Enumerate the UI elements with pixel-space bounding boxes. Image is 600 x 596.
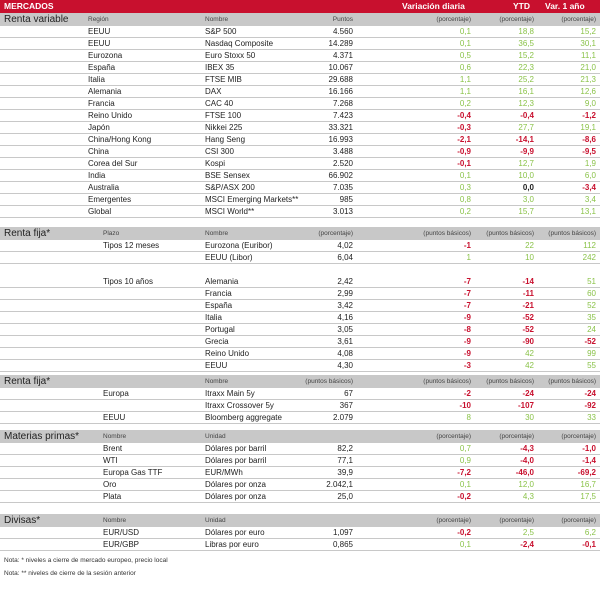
table-row xyxy=(0,324,600,336)
price-cell: 39,9 xyxy=(337,468,353,477)
markets-header-bar xyxy=(0,0,600,13)
table-row xyxy=(0,455,600,467)
index-name-cell: Hang Seng xyxy=(205,135,246,144)
one-year-cell: -69,2 xyxy=(577,468,596,477)
col-ytd-header: (porcentaje) xyxy=(499,517,534,524)
ytd-cell: -4,3 xyxy=(520,444,534,453)
col-header-var1: Var. 1 año xyxy=(545,1,585,11)
index-name-cell: Bloomberg aggregate xyxy=(205,413,282,422)
price-cell: 0,865 xyxy=(332,540,353,549)
ytd-cell: -14 xyxy=(522,277,534,286)
daily-change-cell: -9 xyxy=(463,349,471,358)
yield-cell: 2,99 xyxy=(337,289,353,298)
table-row xyxy=(0,62,600,74)
points-cell: 66.902 xyxy=(328,171,353,180)
ytd-cell: 36,5 xyxy=(518,39,534,48)
daily-change-cell: -7 xyxy=(463,301,471,310)
index-name-cell: CSI 300 xyxy=(205,147,234,156)
one-year-cell: -9,5 xyxy=(582,147,596,156)
one-year-cell: 13,1 xyxy=(580,207,596,216)
ytd-cell: -9,9 xyxy=(520,147,534,156)
daily-change-cell: -0,4 xyxy=(457,111,471,120)
table-row xyxy=(0,312,600,324)
divisas-section xyxy=(0,514,600,551)
one-year-cell: 24 xyxy=(587,325,596,334)
one-year-cell: 60 xyxy=(587,289,596,298)
table-row xyxy=(0,206,600,218)
one-year-cell: 17,5 xyxy=(580,492,596,501)
ytd-cell: -0,4 xyxy=(520,111,534,120)
level-cell: 367 xyxy=(339,401,353,410)
renta-fija-section xyxy=(0,227,600,372)
index-name-cell: Nasdaq Composite xyxy=(205,39,274,48)
one-year-cell: -1,0 xyxy=(582,444,596,453)
ytd-cell: -107 xyxy=(517,401,534,410)
index-name-cell: Itraxx Main 5y xyxy=(205,389,255,398)
price-cell: 77,1 xyxy=(337,456,353,465)
asset-name-cell: Plata xyxy=(103,492,122,501)
points-cell: 10.067 xyxy=(328,63,353,72)
col-diaria-header: (porcentaje) xyxy=(436,517,471,524)
daily-change-cell: -0,2 xyxy=(457,528,471,537)
daily-change-cell: -9 xyxy=(463,337,471,346)
daily-change-cell: 1 xyxy=(466,253,471,262)
ytd-cell: 12,0 xyxy=(518,480,534,489)
region-cell: Japón xyxy=(88,123,110,132)
region-cell: Emergentes xyxy=(88,195,132,204)
renta-fija-title-bar xyxy=(0,227,600,240)
col-plazo-header: Plazo xyxy=(103,230,120,237)
renta-fija-rows xyxy=(0,240,600,372)
yield-cell: 4,08 xyxy=(337,349,353,358)
one-year-cell: 12,6 xyxy=(580,87,596,96)
region-cell: Eurozona xyxy=(88,51,123,60)
daily-change-cell: -8 xyxy=(463,325,471,334)
bond-name-cell: EEUU xyxy=(205,361,228,370)
one-year-cell: 99 xyxy=(587,349,596,358)
table-row xyxy=(0,38,600,50)
one-year-cell: 3,4 xyxy=(584,195,596,204)
table-row xyxy=(0,110,600,122)
index-name-cell: MSCI World** xyxy=(205,207,255,216)
points-cell: 2.520 xyxy=(332,159,353,168)
daily-change-cell: 1,1 xyxy=(459,75,471,84)
bond-name-cell: EEUU (Libor) xyxy=(205,253,253,262)
col-puntos-header: Puntos xyxy=(332,16,353,23)
points-cell: 7.035 xyxy=(332,183,353,192)
ytd-cell: 16,1 xyxy=(518,87,534,96)
table-row xyxy=(0,182,600,194)
table-row xyxy=(0,348,600,360)
table-row xyxy=(0,360,600,372)
table-row xyxy=(0,412,600,424)
yield-cell: 3,05 xyxy=(337,325,353,334)
one-year-cell: 9,0 xyxy=(584,99,596,108)
col-nombre-header: Nombre xyxy=(103,517,127,524)
section-title: Renta fija* xyxy=(4,376,51,387)
ytd-cell: 42 xyxy=(525,361,534,370)
one-year-cell: 19,1 xyxy=(580,123,596,132)
table-row xyxy=(0,122,600,134)
table-row xyxy=(0,336,600,348)
region-cell: Global xyxy=(88,207,112,216)
ytd-cell: -52 xyxy=(522,313,534,322)
one-year-cell: -92 xyxy=(584,401,596,410)
one-year-cell: 33 xyxy=(587,413,596,422)
index-name-cell: FTSE MIB xyxy=(205,75,242,84)
region-cell: China xyxy=(88,147,109,156)
col-var1-header: (porcentaje) xyxy=(561,517,596,524)
ytd-cell: 42 xyxy=(525,349,534,358)
renta-variable-title-bar xyxy=(0,13,600,26)
spacer-row xyxy=(0,264,600,276)
ytd-cell: 18,8 xyxy=(518,27,534,36)
one-year-cell: 35 xyxy=(587,313,596,322)
index-name-cell: Itraxx Crossover 5y xyxy=(205,401,274,410)
region-cell: Corea del Sur xyxy=(88,159,138,168)
renta-fija-credito-section xyxy=(0,375,600,424)
one-year-cell: 1,9 xyxy=(584,159,596,168)
daily-change-cell: -0,1 xyxy=(457,159,471,168)
bond-name-cell: Italia xyxy=(205,313,222,322)
daily-change-cell: 0,1 xyxy=(459,480,471,489)
daily-change-cell: 0,7 xyxy=(459,444,471,453)
table-row xyxy=(0,26,600,38)
asset-name-cell: Oro xyxy=(103,480,117,489)
asset-name-cell: Europa Gas TTF xyxy=(103,468,163,477)
divisas-rows xyxy=(0,527,600,551)
asset-name-cell: EUR/USD xyxy=(103,528,140,537)
ytd-cell: 12,3 xyxy=(518,99,534,108)
ytd-cell: -4,0 xyxy=(520,456,534,465)
renta-variable-rows xyxy=(0,26,600,218)
daily-change-cell: 0,3 xyxy=(459,183,471,192)
table-row xyxy=(0,400,600,412)
ytd-cell: -21 xyxy=(522,301,534,310)
one-year-cell: 242 xyxy=(582,253,596,262)
one-year-cell: 55 xyxy=(587,361,596,370)
ytd-cell: 2,5 xyxy=(522,528,534,537)
ytd-cell: -90 xyxy=(522,337,534,346)
ytd-cell: 15,2 xyxy=(518,51,534,60)
yield-cell: 4,16 xyxy=(337,313,353,322)
daily-change-cell: -2,1 xyxy=(457,135,471,144)
daily-change-cell: -0,2 xyxy=(457,492,471,501)
points-cell: 4.371 xyxy=(332,51,353,60)
section-title: Renta variable xyxy=(4,14,69,25)
table-row xyxy=(0,194,600,206)
section-title: Materias primas* xyxy=(4,431,80,442)
note-european-close: Nota: * niveles a cierre de mercado europeo, precio local xyxy=(4,557,168,564)
unit-cell: Dólares por euro xyxy=(205,528,265,537)
col-header-variacion: Variación diaria xyxy=(402,1,465,11)
col-nivel-header: (porcentaje) xyxy=(318,230,353,237)
yield-cell: 6,04 xyxy=(337,253,353,262)
index-name-cell: S&P/ASX 200 xyxy=(205,183,255,192)
region-cell: India xyxy=(88,171,106,180)
bond-name-cell: Reino Unido xyxy=(205,349,250,358)
table-row xyxy=(0,539,600,551)
one-year-cell: 6,0 xyxy=(584,171,596,180)
col-diaria-header: (puntos básicos) xyxy=(423,230,471,237)
ytd-cell: 10 xyxy=(525,253,534,262)
col-diaria-header: (porcentaje) xyxy=(436,16,471,23)
bond-name-cell: Portugal xyxy=(205,325,235,334)
table-row xyxy=(0,74,600,86)
markets-title: MERCADOS xyxy=(4,1,54,11)
col-unidad-header: Unidad xyxy=(205,433,226,440)
one-year-cell: 52 xyxy=(587,301,596,310)
daily-change-cell: 1,1 xyxy=(459,87,471,96)
one-year-cell: -0,1 xyxy=(582,540,596,549)
daily-change-cell: 0,8 xyxy=(459,195,471,204)
table-row xyxy=(0,276,600,288)
table-row xyxy=(0,50,600,62)
one-year-cell: -24 xyxy=(584,389,596,398)
region-cell: Italia xyxy=(88,75,105,84)
plazo-cell: Tipos 12 meses xyxy=(103,241,160,250)
daily-change-cell: 0,1 xyxy=(459,27,471,36)
asset-name-cell: EUR/GBP xyxy=(103,540,140,549)
index-name-cell: Kospi xyxy=(205,159,226,168)
table-row xyxy=(0,240,600,252)
renta-fija-credito-rows xyxy=(0,388,600,424)
one-year-cell: 11,1 xyxy=(581,51,596,60)
one-year-cell: -8,6 xyxy=(582,135,596,144)
col-diaria-header: (porcentaje) xyxy=(436,433,471,440)
bond-name-cell: Alemania xyxy=(205,277,239,286)
materias-primas-section xyxy=(0,430,600,503)
table-row xyxy=(0,86,600,98)
col-var1-header: (porcentaje) xyxy=(561,433,596,440)
level-cell: 67 xyxy=(344,389,353,398)
divisas-title-bar xyxy=(0,514,600,527)
ytd-cell: -2,4 xyxy=(520,540,534,549)
one-year-cell: -1,4 xyxy=(582,456,596,465)
col-unidad-header: Unidad xyxy=(205,517,226,524)
col-ytd-header: (puntos básicos) xyxy=(486,230,534,237)
region-cell: Australia xyxy=(88,183,120,192)
ytd-cell: 4,3 xyxy=(522,492,534,501)
points-cell: 4.560 xyxy=(332,27,353,36)
daily-change-cell: -9 xyxy=(463,313,471,322)
col-nivel-header: (puntos básicos) xyxy=(305,378,353,385)
points-cell: 33.321 xyxy=(328,123,353,132)
index-name-cell: MSCI Emerging Markets** xyxy=(205,195,299,204)
ytd-cell: -24 xyxy=(522,389,534,398)
daily-change-cell: 0,2 xyxy=(459,99,471,108)
points-cell: 29.688 xyxy=(328,75,353,84)
daily-change-cell: 8 xyxy=(466,413,471,422)
col-var1-header: (puntos básicos) xyxy=(548,378,596,385)
yield-cell: 3,42 xyxy=(337,301,353,310)
index-name-cell: BSE Sensex xyxy=(205,171,250,180)
plazo-cell: Tipos 10 años xyxy=(103,277,153,286)
one-year-cell: 16,7 xyxy=(580,480,596,489)
table-row xyxy=(0,388,600,400)
asset-name-cell: Brent xyxy=(103,444,123,453)
one-year-cell: 112 xyxy=(583,241,596,250)
yield-cell: 3,61 xyxy=(337,337,353,346)
table-row xyxy=(0,467,600,479)
index-name-cell: S&P 500 xyxy=(205,27,237,36)
daily-change-cell: -7 xyxy=(463,277,471,286)
region-cell: China/Hong Kong xyxy=(88,135,152,144)
col-diaria-header: (puntos básicos) xyxy=(423,378,471,385)
table-row xyxy=(0,170,600,182)
table-row xyxy=(0,479,600,491)
level-cell: 2.079 xyxy=(332,413,353,422)
points-cell: 3.488 xyxy=(332,147,353,156)
daily-change-cell: 0,1 xyxy=(459,171,471,180)
ytd-cell: 22,3 xyxy=(518,63,534,72)
daily-change-cell: 0,6 xyxy=(459,63,471,72)
section-title: Divisas* xyxy=(4,515,41,526)
one-year-cell: 51 xyxy=(587,277,596,286)
col-nombre-header: Nombre xyxy=(205,378,229,385)
points-cell: 16.993 xyxy=(328,135,353,144)
table-row xyxy=(0,491,600,503)
unit-cell: Dólares por barril xyxy=(205,456,267,465)
points-cell: 7.268 xyxy=(332,99,353,108)
materias-primas-title-bar xyxy=(0,430,600,443)
bond-name-cell: Francia xyxy=(205,289,232,298)
daily-change-cell: 0,5 xyxy=(459,51,471,60)
unit-cell: Dólares por onza xyxy=(205,480,266,489)
one-year-cell: -3,4 xyxy=(582,183,596,192)
daily-change-cell: -1 xyxy=(463,241,471,250)
table-row xyxy=(0,288,600,300)
region-cell: Alemania xyxy=(88,87,122,96)
region-cell: EEUU xyxy=(88,39,111,48)
region-cell: EEUU xyxy=(88,27,111,36)
daily-change-cell: -0,9 xyxy=(457,147,471,156)
yield-cell: 4,30 xyxy=(337,361,353,370)
bond-name-cell: España xyxy=(205,301,233,310)
table-row xyxy=(0,443,600,455)
daily-change-cell: -2 xyxy=(463,389,471,398)
unit-cell: EUR/MWh xyxy=(205,468,243,477)
col-nombre-header: Nombre xyxy=(103,433,127,440)
daily-change-cell: -7 xyxy=(463,289,471,298)
ytd-cell: -46,0 xyxy=(515,468,534,477)
renta-variable-section xyxy=(0,13,600,218)
ytd-cell: 10,0 xyxy=(518,171,534,180)
region-cell: Reino Unido xyxy=(88,111,133,120)
points-cell: 14.289 xyxy=(328,39,353,48)
ytd-cell: 12,7 xyxy=(518,159,534,168)
index-name-cell: Euro Stoxx 50 xyxy=(205,51,256,60)
yield-cell: 4,02 xyxy=(337,241,353,250)
note-previous-session: Nota: ** niveles de cierre de la sesión anterior xyxy=(4,570,136,577)
col-ytd-header: (puntos básicos) xyxy=(486,378,534,385)
col-var1-header: (puntos básicos) xyxy=(548,230,596,237)
index-name-cell: CAC 40 xyxy=(205,99,234,108)
price-cell: 1,097 xyxy=(332,528,353,537)
col-var1-header: (porcentaje) xyxy=(561,16,596,23)
points-cell: 7.423 xyxy=(332,111,353,120)
ytd-cell: 27,7 xyxy=(518,123,534,132)
ytd-cell: -52 xyxy=(522,325,534,334)
section-title: Renta fija* xyxy=(4,228,51,239)
daily-change-cell: -7,2 xyxy=(457,468,471,477)
table-row xyxy=(0,252,600,264)
ytd-cell: 3,0 xyxy=(522,195,534,204)
daily-change-cell: -0,3 xyxy=(457,123,471,132)
index-name-cell: DAX xyxy=(205,87,222,96)
region-cell: Europa xyxy=(103,389,129,398)
points-cell: 16.166 xyxy=(328,87,353,96)
table-row xyxy=(0,300,600,312)
daily-change-cell: 0,1 xyxy=(459,39,471,48)
one-year-cell: 6,2 xyxy=(584,528,596,537)
region-cell: EEUU xyxy=(103,413,126,422)
one-year-cell: 21,3 xyxy=(580,75,596,84)
one-year-cell: -52 xyxy=(584,337,596,346)
price-cell: 2.042,1 xyxy=(326,480,353,489)
unit-cell: Dólares por onza xyxy=(205,492,266,501)
daily-change-cell: 0,2 xyxy=(459,207,471,216)
ytd-cell: -14,1 xyxy=(515,135,534,144)
table-row xyxy=(0,158,600,170)
asset-name-cell: WTI xyxy=(103,456,118,465)
one-year-cell: 15,2 xyxy=(580,27,596,36)
daily-change-cell: -10 xyxy=(459,401,471,410)
one-year-cell: 30,1 xyxy=(580,39,596,48)
notes-block xyxy=(0,551,600,585)
ytd-cell: 15,7 xyxy=(518,207,534,216)
index-name-cell: IBEX 35 xyxy=(205,63,235,72)
index-name-cell: FTSE 100 xyxy=(205,111,242,120)
ytd-cell: 25,2 xyxy=(518,75,534,84)
region-cell: Francia xyxy=(88,99,115,108)
col-region-header: Región xyxy=(88,16,109,23)
daily-change-cell: 0,9 xyxy=(459,456,471,465)
daily-change-cell: 0,1 xyxy=(459,540,471,549)
points-cell: 985 xyxy=(339,195,353,204)
col-ytd-header: (porcentaje) xyxy=(499,433,534,440)
bond-name-cell: Eurozona (Euribor) xyxy=(205,241,273,250)
renta-fija-credito-title-bar xyxy=(0,375,600,388)
one-year-cell: 21,0 xyxy=(580,63,596,72)
ytd-cell: 22 xyxy=(525,241,534,250)
price-cell: 82,2 xyxy=(337,444,353,453)
one-year-cell: -1,2 xyxy=(582,111,596,120)
table-row xyxy=(0,134,600,146)
ytd-cell: 30 xyxy=(525,413,534,422)
price-cell: 25,0 xyxy=(337,492,353,501)
yield-cell: 2,42 xyxy=(337,277,353,286)
table-row xyxy=(0,527,600,539)
unit-cell: Libras por euro xyxy=(205,540,259,549)
materias-primas-rows xyxy=(0,443,600,503)
points-cell: 3.013 xyxy=(332,207,353,216)
bond-name-cell: Grecia xyxy=(205,337,229,346)
ytd-cell: 0,0 xyxy=(522,183,534,192)
region-cell: España xyxy=(88,63,116,72)
ytd-cell: -11 xyxy=(522,289,534,298)
unit-cell: Dólares por barril xyxy=(205,444,267,453)
index-name-cell: Nikkei 225 xyxy=(205,123,243,132)
daily-change-cell: -3 xyxy=(463,361,471,370)
col-nombre-header: Nombre xyxy=(205,16,229,23)
col-header-ytd: YTD xyxy=(513,1,530,11)
table-row xyxy=(0,146,600,158)
col-ytd-header: (porcentaje) xyxy=(499,16,534,23)
table-row xyxy=(0,98,600,110)
col-nombre-header: Nombre xyxy=(205,230,229,237)
